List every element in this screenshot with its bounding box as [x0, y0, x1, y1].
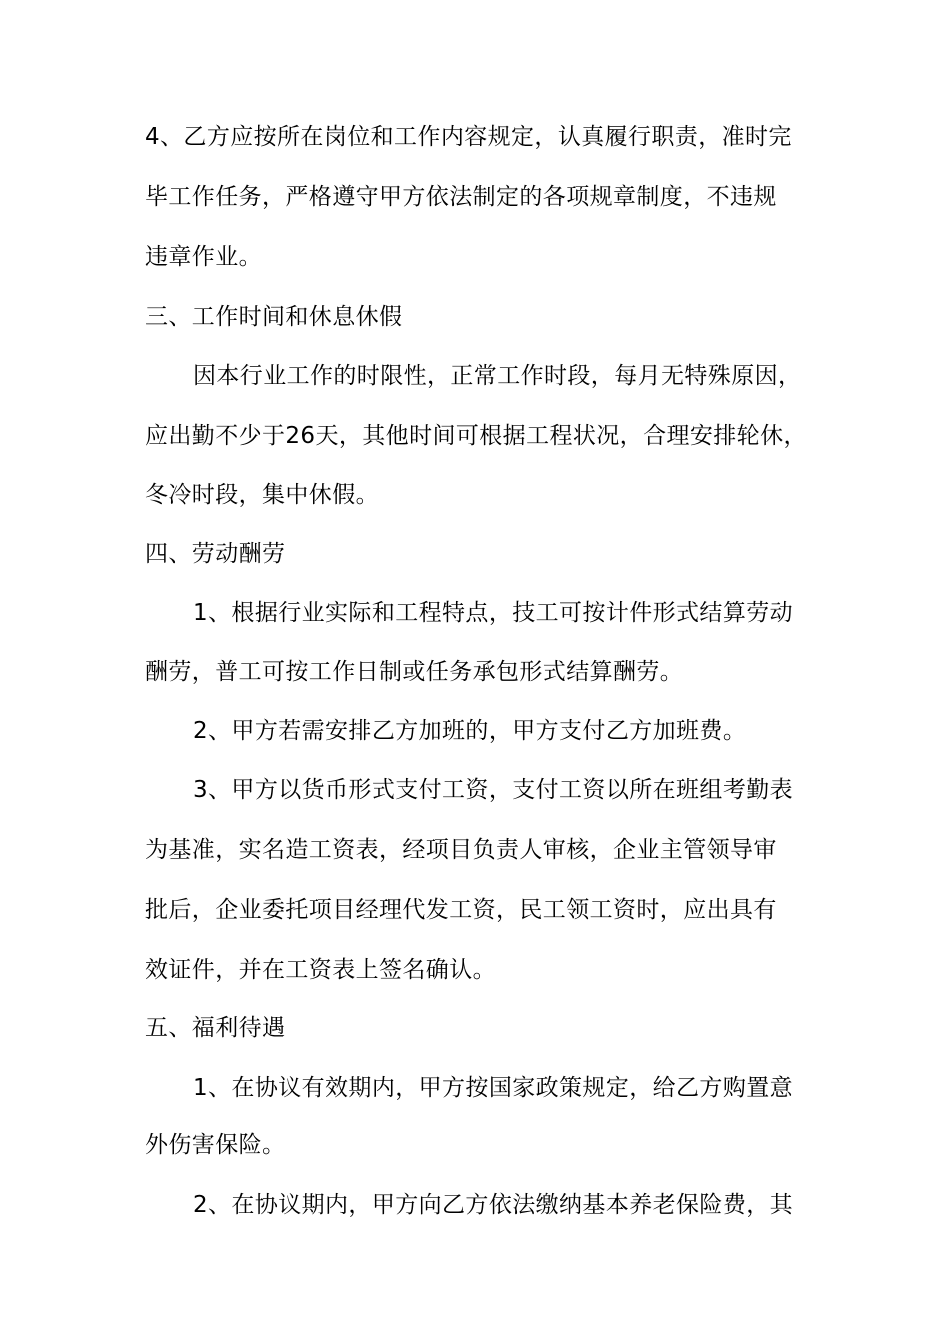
paragraph-line: 应出勤不少于26天，其他时间可根据工程状况，合理安排轮休， [145, 423, 807, 449]
paragraph-line: 批后，企业委托项目经理代发工资，民工领工资时，应出具有 [145, 897, 777, 923]
paragraph-line: 为基准，实名造工资表，经项目负责人审核，企业主管领导审 [145, 837, 777, 863]
paragraph-line: 2、在协议期内，甲方向乙方依法缴纳基本养老保险费，其 [193, 1192, 794, 1218]
paragraph-line: 毕工作任务，严格遵守甲方依法制定的各项规章制度，不违规 [145, 184, 777, 210]
paragraph-line: 1、在协议有效期内，甲方按国家政策规定，给乙方购置意 [193, 1075, 794, 1101]
section-heading: 四、劳动酬劳 [145, 541, 286, 567]
section-heading: 三、工作时间和休息休假 [145, 304, 403, 330]
paragraph-line: 冬冷时段，集中休假。 [145, 482, 379, 508]
section-heading: 五、福利待遇 [145, 1015, 286, 1041]
paragraph-line: 3、甲方以货币形式支付工资，支付工资以所在班组考勤表 [193, 777, 794, 803]
paragraph-line: 因本行业工作的时限性，正常工作时段，每月无特殊原因， [193, 363, 802, 389]
paragraph-line: 酬劳，普工可按工作日制或任务承包形式结算酬劳。 [145, 659, 684, 685]
paragraph-line: 外伤害保险。 [145, 1132, 286, 1158]
paragraph-line: 违章作业。 [145, 244, 262, 270]
paragraph-line: 4、乙方应按所在岗位和工作内容规定，认真履行职责，准时完 [145, 124, 792, 150]
paragraph-line: 效证件，并在工资表上签名确认。 [145, 957, 496, 983]
paragraph-line: 2、甲方若需安排乙方加班的，甲方支付乙方加班费。 [193, 718, 747, 744]
paragraph-line: 1、根据行业实际和工程特点，技工可按计件形式结算劳动 [193, 600, 794, 626]
